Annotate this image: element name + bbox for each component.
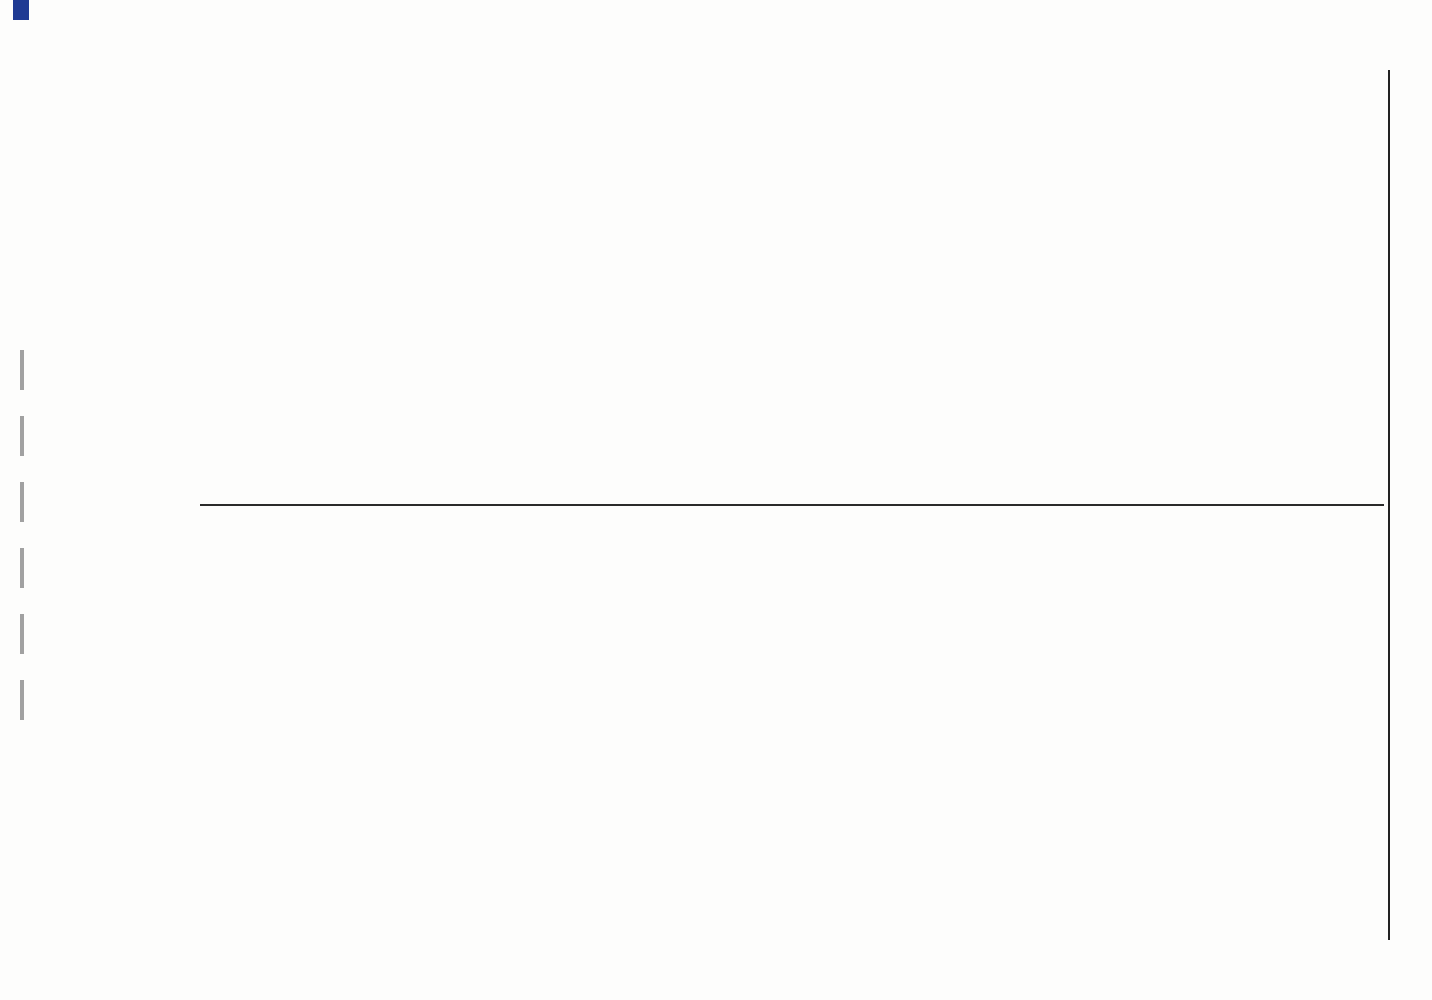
page-header xyxy=(1388,70,1424,940)
scan-edge-marks xyxy=(16,350,24,770)
column-left xyxy=(200,70,1384,504)
dfg-logo xyxy=(13,0,29,20)
text-columns xyxy=(200,70,1384,940)
column-right xyxy=(200,506,1384,940)
